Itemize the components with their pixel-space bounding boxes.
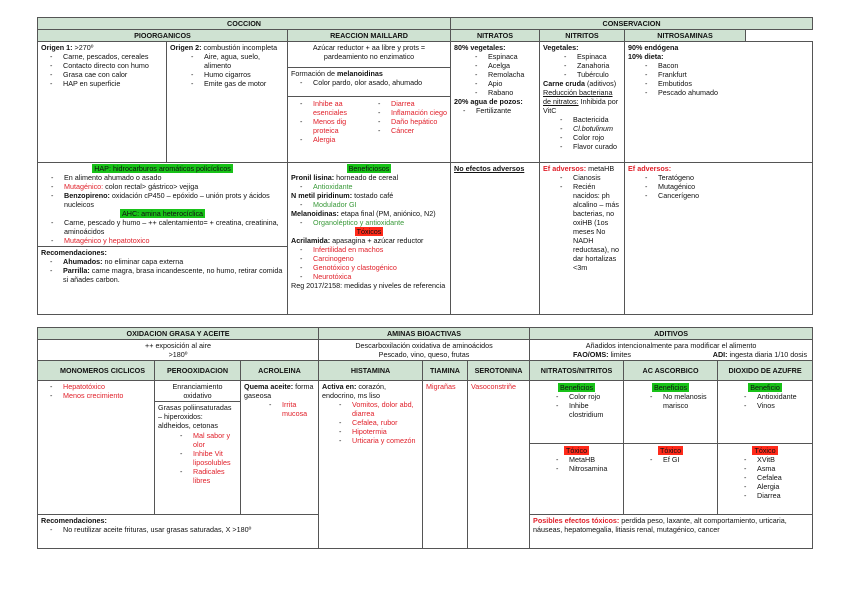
list-item: - Daño hepático [391, 117, 447, 126]
acril-rest: apasagina + azúcar reductor [330, 236, 424, 245]
list-item: - Color pardo, olor asado, ahumado [313, 78, 447, 87]
melan-bold: melanoidinas [336, 69, 383, 78]
header-conservacion: CONSERVACION [451, 18, 813, 30]
header-peroxidacion: PEROOXIDACION [155, 361, 241, 381]
origen2-value: combustión incompleta [201, 43, 278, 52]
rec-ahumados: Ahumados: [63, 257, 103, 266]
nitrosaminas-cell [625, 42, 813, 163]
list-item: - Cl.botulinum [573, 124, 621, 133]
list-item: - Inhibe aa esenciales [313, 99, 369, 117]
list-item: - HAP en superficie [63, 79, 163, 88]
origen1-cell [38, 42, 167, 163]
nitritos-reduccion-rest: Inhibida por VitC [543, 97, 619, 115]
acroleina-cell [241, 381, 319, 515]
list-item: - Teratógeno [658, 173, 809, 182]
list-item: - Asma [757, 464, 809, 473]
no-efectos: No efectos adversos [454, 164, 525, 173]
list-item: - Vomitos, dolor abd, diarrea [352, 400, 419, 418]
list-item: - Nitrosamina [569, 464, 620, 473]
pron-label: Pronil lisina: [291, 173, 335, 182]
nitritos-carne: Carne cruda [543, 79, 585, 88]
header-coccion: COCCION [38, 18, 451, 30]
list-item [63, 257, 284, 266]
list-item: - Inhibe clostridium [569, 401, 620, 419]
list-item: - Fertilizante [476, 106, 536, 115]
pron-rest: horneado de cereal [334, 173, 399, 182]
list-item: - Antioxidante [757, 392, 809, 401]
list-item: - Infertilidad en machos [313, 245, 447, 254]
list-item: - Apio [488, 79, 536, 88]
list-item: - Diarrea [757, 491, 809, 500]
header-nitrosaminas: NITROSAMINAS [625, 30, 746, 42]
list-item: - Hepatotóxico [63, 382, 151, 391]
nitratos-cell [451, 42, 540, 163]
coccion-conservacion-table [37, 17, 813, 315]
hap-mutagenico-rest: colon rectal> gástrico> vejiga [103, 182, 199, 191]
origen1-value: >270º [72, 43, 94, 52]
diox-benef [718, 381, 812, 443]
list-item: - Vinos [757, 401, 809, 410]
tox-label: Tóxico [659, 446, 682, 455]
melan2-rest: etapa final (PM, aniónico, N2) [338, 209, 436, 218]
nitratos-veg: 80% vegetales: [454, 43, 506, 52]
list-item: - Inhibe Vit liposolubles [193, 449, 240, 467]
list-item: - Alergia [757, 482, 809, 491]
oxid-rec-title: Recomendaciones: [41, 516, 107, 525]
list-item: - Mal sabor y olor [193, 431, 240, 449]
list-item: - Mutagénico y hepatotoxico [64, 236, 284, 245]
header-nitratos: NITRATOS [451, 30, 540, 42]
list-item: - Carne, pescados, cereales [63, 52, 163, 61]
header-aditivos: ADITIVOS [530, 328, 813, 340]
header-monomeros: MONOMEROS CICLICOS [38, 361, 155, 381]
melan-pre: Formación de [291, 69, 337, 78]
list-item: - Acelga [488, 61, 536, 70]
monomeros-cell [38, 381, 155, 515]
header-ac-ascorbico: AC ASCORBICO [624, 361, 718, 381]
list-item: - XVitB [757, 455, 809, 464]
rec-parrilla: Parrilla: [63, 266, 90, 275]
origen2-label: Origen 2: [170, 43, 202, 52]
list-item: - Menos crecimiento [63, 391, 151, 400]
per-l1: Enranciamiento oxidativo [155, 381, 240, 402]
list-item: - No melanosis marisco [663, 392, 714, 410]
oxid-desc [38, 340, 319, 361]
nitritos-carne-rest: (aditivos) [584, 79, 617, 88]
header-acroleina: ACROLEINA [241, 361, 319, 381]
list-item: - Embutidos [658, 79, 809, 88]
header-aminas: AMINAS BIOACTIVAS [319, 328, 530, 340]
tiamina-cell: Migrañas [423, 381, 468, 549]
maillard-intro: Azúcar reductor + aa libre y prots = pardeamiento no enzimatico [288, 42, 450, 68]
list-item: - Cancerígeno [658, 191, 809, 200]
acro-rest: forma gaseosa [244, 382, 314, 400]
list-item: - Hipotermia [352, 427, 419, 436]
list-item: - Aire, agua, suelo, alimento [204, 52, 284, 70]
oxid-l1: ++ exposición al aire [145, 341, 211, 350]
list-item: - Rabano [488, 88, 536, 97]
list-item [64, 191, 284, 209]
hist-label: Activa en: [322, 382, 357, 391]
list-item: - Flavor curado [573, 142, 621, 151]
benef-title: Beneficiosos [348, 164, 390, 173]
nitritos-adv-cell [540, 163, 625, 315]
nmet-rest: tostado café [352, 191, 394, 200]
list-item: - Pescado ahumado [658, 88, 809, 97]
list-item: - Frankfurt [658, 70, 809, 79]
list-item: - Emite gas de motor [204, 79, 284, 88]
list-item: - Bacon [658, 61, 809, 70]
hap-cell [38, 163, 288, 315]
reg-text: Reg 2017/2158: medidas y niveles de referencia [291, 281, 446, 290]
list-item: - Antioxidante [313, 182, 447, 191]
asc-tox [624, 443, 717, 466]
list-item: - Recién nacidos: ph alcalino – más bacterias, no oxiHB (1os meses No NADH reductasa), no dar hortalizas <3m [573, 182, 621, 272]
pos-label: Posibles efectos tóxicos: [533, 516, 620, 525]
beneficiosos-cell [288, 163, 451, 315]
asc-benef [624, 381, 717, 443]
fao-rest: limites [608, 350, 631, 359]
fao-label: FAO/OMS: [573, 350, 609, 359]
hap-benzopireno-rest: oxidación cP450 – epóxido – unión prots y ácidos nucleicos [64, 191, 270, 209]
header-tiamina: TIAMINA [423, 361, 468, 381]
list-item: - Radicales libres [193, 467, 240, 485]
fao-text [573, 350, 631, 359]
maillard-cell [288, 42, 451, 163]
histamina-cell [319, 381, 423, 549]
list-item: - Urticaria y comezón [352, 436, 419, 445]
hap-title: HAP: hidrocarburos aromáticos policíclicos [94, 164, 231, 173]
list-item: - Alergia [313, 135, 369, 144]
list-item: - Genotóxico y clastogénico [313, 263, 447, 272]
header-dioxido: DIOXIDO DE AZUFRE [718, 361, 813, 381]
hap-benzopireno: Benzopireno: [64, 191, 110, 200]
adit-desc [530, 340, 813, 361]
list-item: - Inflamación ciego [391, 108, 447, 117]
nitros-dieta: 10% dieta: [628, 52, 664, 61]
acril-label: Acrilamida: [291, 236, 331, 245]
benef-label: Beneficios [653, 383, 688, 392]
list-item: - Modulador GI [313, 200, 447, 209]
nitros-endo: 90% endógena [628, 43, 679, 52]
list-item: - Grasa cae con calor [63, 70, 163, 79]
adi-text [713, 350, 807, 359]
aditivos-posibles-cell [530, 515, 813, 549]
header-nitritos: NITRITOS [540, 30, 625, 42]
list-item: - Bactericida [573, 115, 621, 124]
oxid-rec-cell [38, 515, 319, 549]
ef2-label: Ef adversos: [628, 164, 672, 173]
adi-rest: ingesta diaria 1/10 dosis [727, 350, 808, 359]
benef-label: Beneficios [559, 383, 594, 392]
diox-tox [718, 443, 812, 502]
tox-title: Tóxicos [356, 227, 382, 236]
list-item: - Cefalea [757, 473, 809, 482]
peroxidacion-cell [155, 381, 241, 515]
list-item: - Ef GI [663, 455, 714, 464]
origen1-label: Origen 1: [41, 43, 73, 52]
serotonina-cell: Vasoconstriñe [468, 381, 530, 549]
adi-label: ADI: [712, 350, 728, 359]
list-item: - Contacto directo con humo [63, 61, 163, 70]
list-item: - Cáncer [391, 126, 447, 135]
amin-l2: Pescado, vino, queso, frutas [378, 350, 470, 359]
list-item: - Remolacha [488, 70, 536, 79]
list-item [64, 182, 284, 191]
list-item: - Irrita mucosa [282, 400, 315, 418]
list-item: - Mutagénico [658, 182, 809, 191]
adit-l1: Añadidos intencionalmente para modificar el alimento [585, 341, 757, 350]
benef-label: Beneficio [750, 383, 780, 392]
list-item: - Carcinogeno [313, 254, 447, 263]
nitritos-veg: Vegetales: [543, 43, 579, 52]
diox-cell [718, 381, 813, 515]
amin-desc [319, 340, 530, 361]
rec-title: Recomendaciones: [41, 248, 107, 257]
pos-rest: perdida peso, laxante, alt comportamiento, urticaria, náuseas, hepatomegalia, litiasis renal, mutagénico, cancer [533, 516, 787, 534]
nitr-cell [530, 381, 624, 515]
nitros-adv-cell [625, 163, 813, 315]
nitr-tox [530, 443, 623, 475]
list-item: - Menos dig proteica [313, 117, 369, 135]
header-histamina: HISTAMINA [319, 361, 423, 381]
nitratos-adv-cell [451, 163, 540, 315]
hist-rest: corazón, endocrino, ms liso [322, 382, 386, 400]
maillard-effects [288, 97, 450, 146]
header-nitratos-nitritos: NITRATOS/NITRITOS [530, 361, 624, 381]
nmet-label: N metil piridinum: [291, 191, 353, 200]
list-item [63, 266, 284, 284]
header-serotonina: SEROTONINA [468, 361, 530, 381]
asc-cell [624, 381, 718, 515]
recomendaciones-block [38, 246, 287, 285]
list-item: - Color rojo [569, 392, 620, 401]
hap-mutagenico: Mutagénico: [64, 182, 104, 191]
list-item: - Diarrea [391, 99, 447, 108]
oxid-l2: >180º [168, 350, 188, 359]
nitr-benef [530, 381, 623, 443]
header-maillard: REACCION MAILLARD [288, 30, 451, 42]
melanoidinas-block [288, 68, 450, 97]
tox-label: Tóxico [754, 446, 776, 455]
list-item: - Carne, pescado y humo – ++ calentamiento= + creatina, creatinina, aminoácidos [64, 218, 284, 236]
rec-parrilla-rest: carne magra, brasa incandescente, no humo, retirar comida si añades carbon. [63, 266, 283, 284]
rec-ahumados-rest: no eliminar capa externa [102, 257, 184, 266]
tox-label: Tóxico [565, 446, 588, 455]
ahc-title: AHC: amina heterocíclica [121, 209, 204, 218]
list-item: - Espinaca [488, 52, 536, 61]
nitritos-reduccion: Reducción bacteriana de nitratos: [543, 88, 613, 106]
list-item: - Tubérculo [577, 70, 621, 79]
list-item: - MetaHB [569, 455, 620, 464]
list-item: - Color rojo [573, 133, 621, 142]
list-item: - Cefalea, rubor [352, 418, 419, 427]
list-item: - Organoléptico y antioxidante [313, 218, 447, 227]
acro-label: Quema aceite: [244, 382, 294, 391]
ef-label: Ef adversos: [543, 164, 587, 173]
header-oxidacion: OXIDACION GRASA Y ACEITE [38, 328, 319, 340]
origen2-cell [167, 42, 288, 163]
oxidacion-aminas-aditivos-table [37, 327, 813, 549]
melan2-label: Melanoidinas: [291, 209, 339, 218]
per-l2: Grasas poliinsaturadas – hiperoxidos: aldheidos, cetonas [158, 403, 232, 430]
header-pioorganicos: PIOORGANICOS [38, 30, 288, 42]
nitratos-agua: 20% agua de pozos: [454, 97, 523, 106]
list-item: - Humo cigarros [204, 70, 284, 79]
ef-rest: metaHB [586, 164, 615, 173]
list-item: - Espinaca [577, 52, 621, 61]
list-item: - Neurotóxica [313, 272, 447, 281]
list-item: - En alimento ahumado o asado [64, 173, 284, 182]
list-item: - Cianosis [573, 173, 621, 182]
amin-l1: Descarboxilación oxidativa de aminoácidos [355, 341, 493, 350]
list-item: - Zanahoria [577, 61, 621, 70]
list-item: - No reutilizar aceite frituras, usar grasas saturadas, X >180º [63, 525, 315, 534]
nitritos-cell [540, 42, 625, 163]
